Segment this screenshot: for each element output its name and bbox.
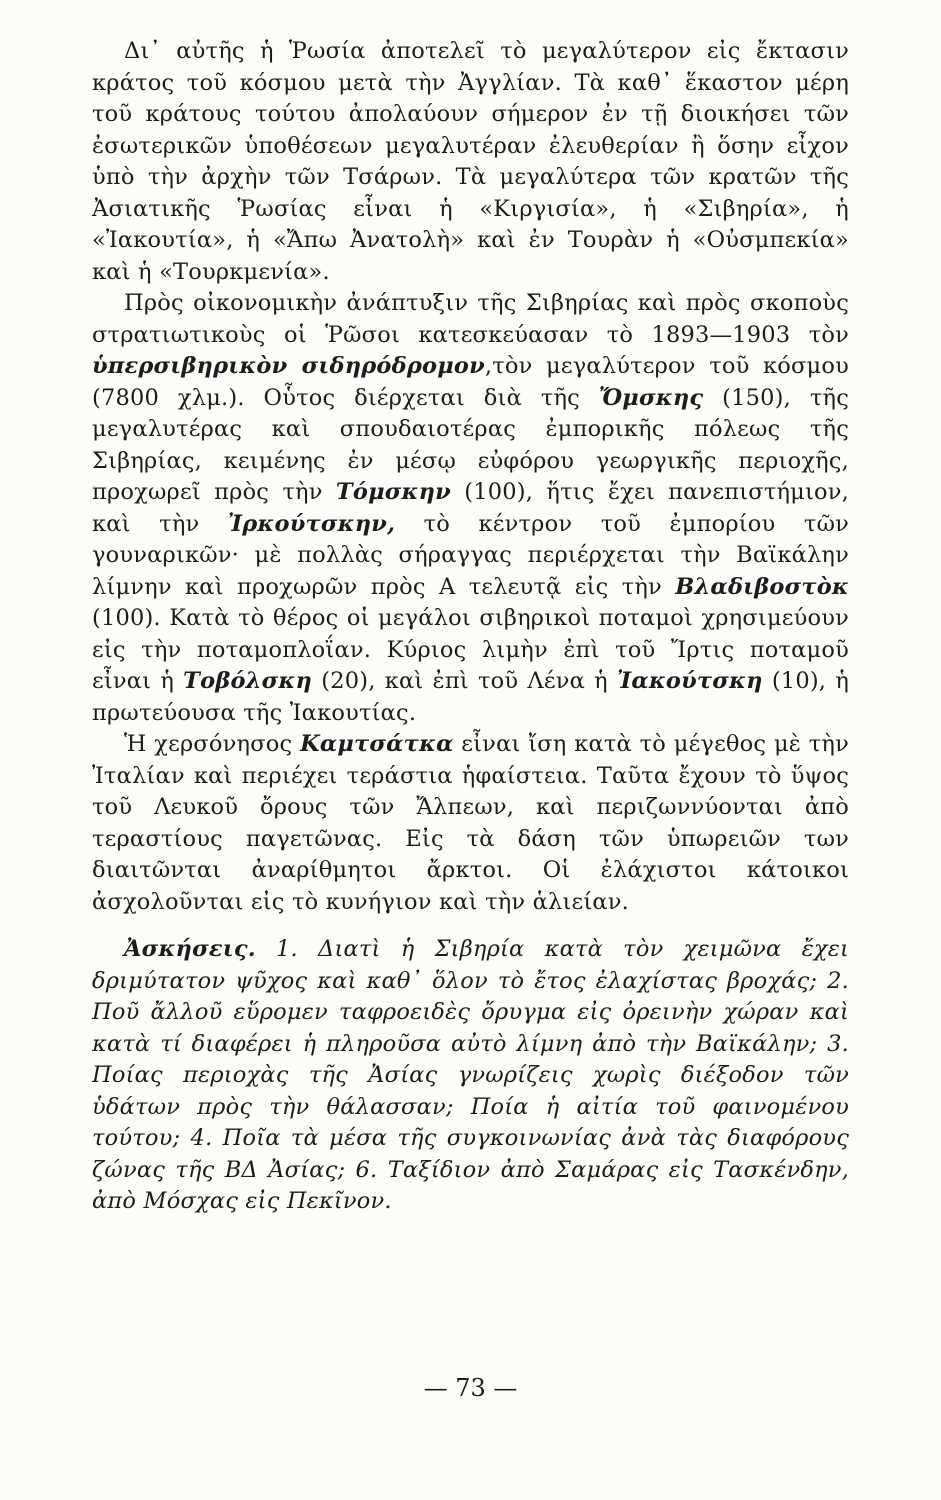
paragraph <box>92 288 849 729</box>
text-segment: ,τὸν μεγαλύτερον τοῦ κόσμου (7800 χλμ.). Οὗτος διέρχεται διὰ τῆς <box>92 353 849 411</box>
exercises-paragraph <box>92 934 849 1218</box>
text-segment: εἶναι ἴση κατὰ τὸ μέγεθος μὲ τὴν Ἰταλίαν καὶ περιέχει τεράστια ἡφαίστεια. Ταῦτα ἔχουν τὸ ὕψος τοῦ Λευκοῦ ὄρους τῶν Ἄλπεων, καὶ περιζωννύονται ἀπὸ τεραστίους παγετῶνας. Εἰς τὰ δάση τῶν ὑπωρειῶν των διαιτῶνται ἀναρίθμητοι ἄρκτοι. Οἱ ἐλάχιστοι κάτοικοι ἀσχολοῦνται εἰς τὸ κυνήγιον καὶ τὴν ἁλιείαν. <box>92 731 849 915</box>
place-name: Καμτσάτκα <box>300 731 454 757</box>
place-name: Τόμσκην <box>335 479 451 505</box>
text-segment: (100). Κατὰ τὸ θέρος οἱ μεγάλοι σιβηρικοὶ ποταμοὶ χρησιμεύουν εἰς τὴν ποταμοπλοΐαν. Κύριος λιμὴν ἐπὶ τοῦ Ἴρτις ποταμοῦ εἶναι ἡ <box>92 605 849 694</box>
exercises-label: Ἀσκήσεις. <box>124 936 256 962</box>
text-segment: Δι᾽ αὐτῆς ἡ Ῥωσία ἀποτελεῖ τὸ μεγαλύτερον εἰς ἔκτασιν κράτος τοῦ κόσμου μετὰ τὴν Ἀγγλίαν. Τὰ καθ᾽ ἕκαστον μέρη τοῦ κράτους τούτου ἀπολαύουν σήμερον ἐν τῇ διοικήσει τῶν ἐσωτερικῶν ὑποθέσεων μεγαλυτέραν ἐλευθερίαν ἢ ὅσην εἶχον ὑπὸ τὴν ἀρχὴν τῶν Τσάρων. Τὰ μεγαλύτερα τῶν κρατῶν τῆς Ἀσιατικῆς Ῥωσίας εἶναι ἡ «Κιργισία», ἡ «Σιβηρία», ἡ «Ἰακουτία», ἡ «Ἄπω Ἀνατολὴ» καὶ ἐν Τουρὰν ἡ «Οὐσμπεκία» καὶ ἡ «Τουρκμενία». <box>92 38 849 285</box>
place-name: Ὄμσκης <box>598 384 704 411</box>
text-segment: (100), ἥτις ἔχει πανεπιστήμιον, καὶ τὴν <box>92 479 849 537</box>
place-name: Ἰρκούτσκην, <box>227 510 396 537</box>
text-segment: Ἡ χερσόνησος <box>124 731 301 757</box>
place-name: ὑπερσιβηρικὸν σιδηρόδρομον <box>92 353 485 379</box>
place-name: Τοβόλσκη <box>183 668 313 694</box>
paragraph <box>92 36 849 288</box>
text-segment: (10), ἡ πρωτεύουσα τῆς Ἰακουτίας. <box>92 668 849 726</box>
text-segment: Πρὸς οἰκονομικὴν ἀνάπτυξιν τῆς Σιβηρίας καὶ πρὸς σκοποὺς στρατιωτικοὺς οἱ Ῥῶσοι κατεσκεύασαν τὸ 1893—1903 τὸν <box>92 290 849 348</box>
body-text <box>92 36 849 918</box>
place-name: Βλαδιβοστὸκ <box>675 573 849 600</box>
text-segment: (150), τῆς μεγαλυτέρας καὶ σπουδαιοτέρας ἐμπορικῆς πόλεως τῆς Σιβηρίας, κειμένης ἐν μέσῳ εὐφόρου γεωργικῆς περιοχῆς, προχωρεῖ πρὸς τὴν <box>92 384 849 505</box>
text-segment: τὸ κέντρον τοῦ ἐμπορίου τῶν γουναρικῶν· μὲ πολλὰς σήραγγας περιέρχεται τὴν Βαϊκάλην λίμνην καὶ προχωρῶν πρὸς Α τελευτᾷ εἰς τὴν <box>92 510 849 600</box>
place-name: Ἰακούτσκη <box>616 668 763 694</box>
exercises-text: 1. Διατὶ ἡ Σιβηρία κατὰ τὸν χειμῶνα ἔχει δριμύτατον ψῦχος καὶ καθ᾽ ὅλον τὸ ἔτος ἐλαχίστας βροχάς; 2. Ποῦ ἄλλοῦ εὕρομεν ταφροειδὲς ὄρυγμα εἰς ὀρεινὴν χώραν καὶ κατὰ τί διαφέρει ἡ πληροῦσα αὐτὸ λίμνη ἀπὸ τὴν Βαϊκάλην; 3. Ποίας περιοχὰς τῆς Ἀσίας γνωρίζεις χωρὶς διέξοδον τῶν ὑδάτων πρὸς τὴν θάλασσαν; Ποία ἡ αἰτία τοῦ φαινομένου τούτου; 4. Ποῖα τὰ μέσα τῆς συγκοινωνίας ἀνὰ τὰς διαφόρους ζώνας τῆς ΒΔ Ἀσίας; 6. Ταξίδιον ἀπὸ Σαμάρας εἰς Τασκένδην, ἀπὸ Μόσχας εἰς Πεκῖνον. <box>92 936 849 1214</box>
page-number: — 73 — <box>423 1374 518 1402</box>
paragraph <box>92 729 849 918</box>
text-segment: (20), καὶ ἐπὶ τοῦ Λένα ἡ <box>312 668 617 694</box>
